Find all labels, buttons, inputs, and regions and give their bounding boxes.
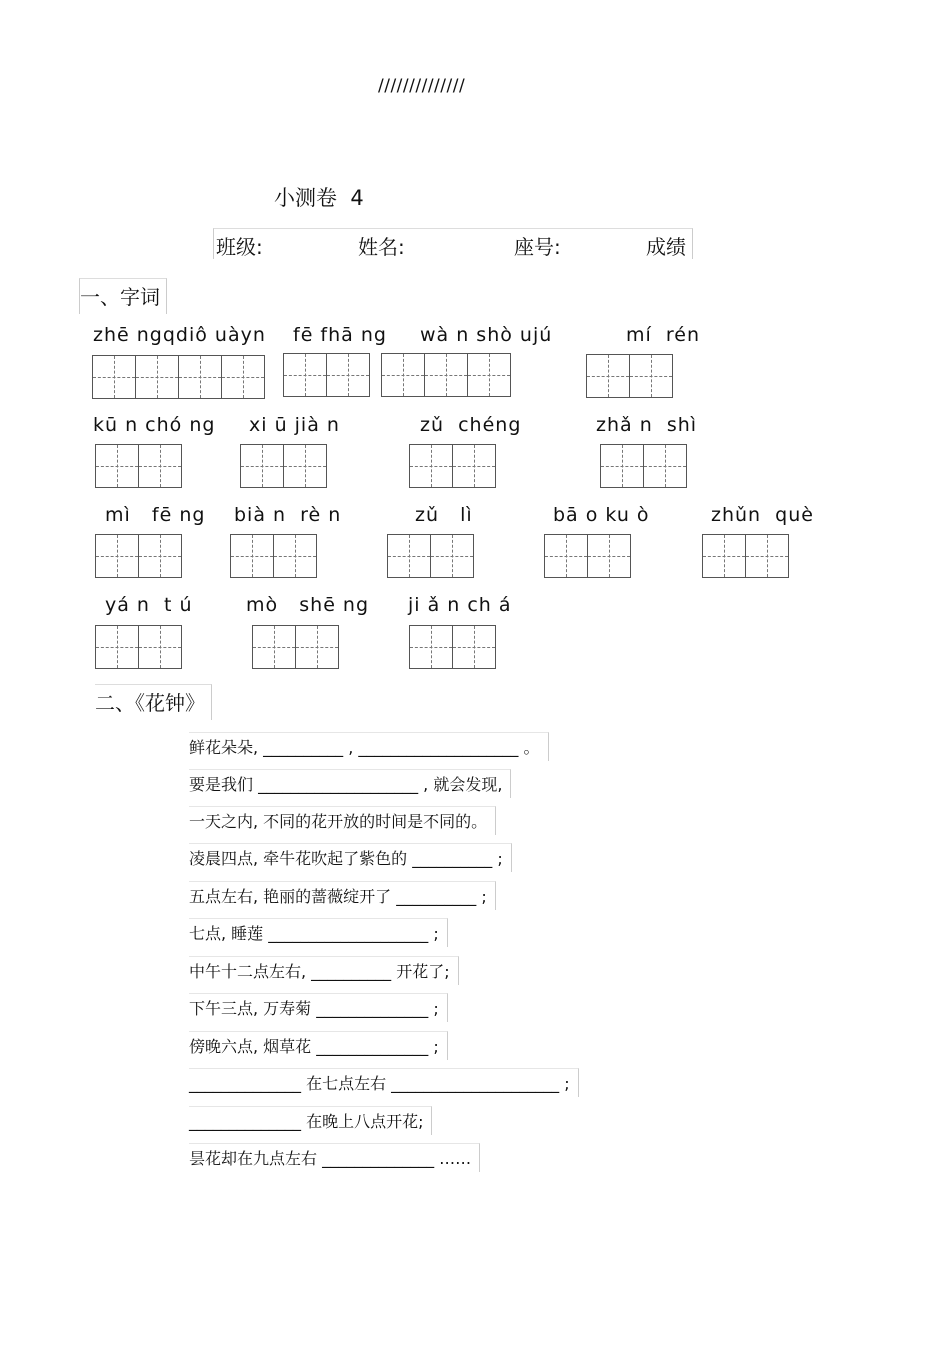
pinyin-label: mò shē ng <box>246 594 370 616</box>
pinyin-label: xi ū jià n <box>249 414 340 436</box>
writing-grid[interactable] <box>409 625 495 669</box>
writing-grid[interactable] <box>409 444 495 488</box>
writing-grid[interactable] <box>544 534 630 578</box>
top-mark: ////////////// <box>378 76 466 96</box>
writing-grid[interactable] <box>252 625 338 669</box>
pinyin-label: yá n t ú <box>105 594 193 616</box>
score-label: 成绩 <box>646 235 686 259</box>
student-info-row <box>213 228 693 259</box>
writing-grid[interactable] <box>240 444 326 488</box>
section-1-heading: 一、字词 <box>79 278 167 314</box>
writing-grid[interactable] <box>283 353 369 397</box>
section-2-heading: 二、《花钟》 <box>95 684 212 720</box>
writing-grid[interactable] <box>600 444 686 488</box>
poem-line: ______________ 在晚上八点开花; <box>189 1106 432 1135</box>
class-label: 班级: <box>216 235 263 259</box>
poem-line: 五点左右, 艳丽的蔷薇绽开了 __________ ; <box>189 881 496 910</box>
pinyin-label: wà n shò ujú <box>420 324 553 346</box>
pinyin-label: fē fhā ng <box>293 324 387 346</box>
poem-line: 要是我们 ____________________ , 就会发现, <box>189 769 511 798</box>
writing-grid[interactable] <box>95 625 181 669</box>
poem-line: 七点, 睡莲 ____________________ ; <box>189 918 448 947</box>
pinyin-label: zǔ lì <box>415 504 473 526</box>
writing-grid[interactable] <box>95 444 181 488</box>
pinyin-label: bià n rè n <box>234 504 342 526</box>
poem-line: 凌晨四点, 牵牛花吹起了紫色的 __________ ; <box>189 843 512 872</box>
poem-line: 下午三点, 万寿菊 ______________ ; <box>189 993 448 1022</box>
writing-grid[interactable] <box>381 353 510 397</box>
pinyin-label: kū n chó ng <box>93 414 216 436</box>
pinyin-label: bā o ku ò <box>553 504 650 526</box>
seat-label: 座号: <box>514 235 561 259</box>
writing-grid[interactable] <box>95 534 181 578</box>
pinyin-label: zǔ chéng <box>420 414 522 436</box>
name-label: 姓名: <box>358 235 405 259</box>
pinyin-label: zhǎ n shì <box>596 414 698 436</box>
pinyin-label: zhǔn què <box>711 504 814 526</box>
poem-line: 昙花却在九点左右 ______________ …… <box>189 1143 480 1172</box>
writing-grid[interactable] <box>586 354 672 398</box>
poem-line: 一天之内, 不同的花开放的时间是不同的。 <box>189 806 496 835</box>
writing-grid[interactable] <box>702 534 788 578</box>
pinyin-label: ji ǎ n ch á <box>408 594 512 616</box>
writing-grid[interactable] <box>92 355 264 399</box>
writing-grid[interactable] <box>230 534 316 578</box>
pinyin-label: mí rén <box>626 324 700 346</box>
poem-line: 鲜花朵朵, __________ , ____________________ 。 <box>189 732 549 761</box>
page-title: 小测卷 4 <box>274 186 364 210</box>
pinyin-label: zhē ngqdiô uàyn <box>93 324 266 346</box>
poem-line: 傍晚六点, 烟草花 ______________ ; <box>189 1031 448 1060</box>
poem-line: ______________ 在七点左右 _____________________ ; <box>189 1068 579 1097</box>
poem-line: 中午十二点左右, __________ 开花了; <box>189 956 459 985</box>
pinyin-label: mì fē ng <box>105 504 206 526</box>
writing-grid[interactable] <box>387 534 473 578</box>
